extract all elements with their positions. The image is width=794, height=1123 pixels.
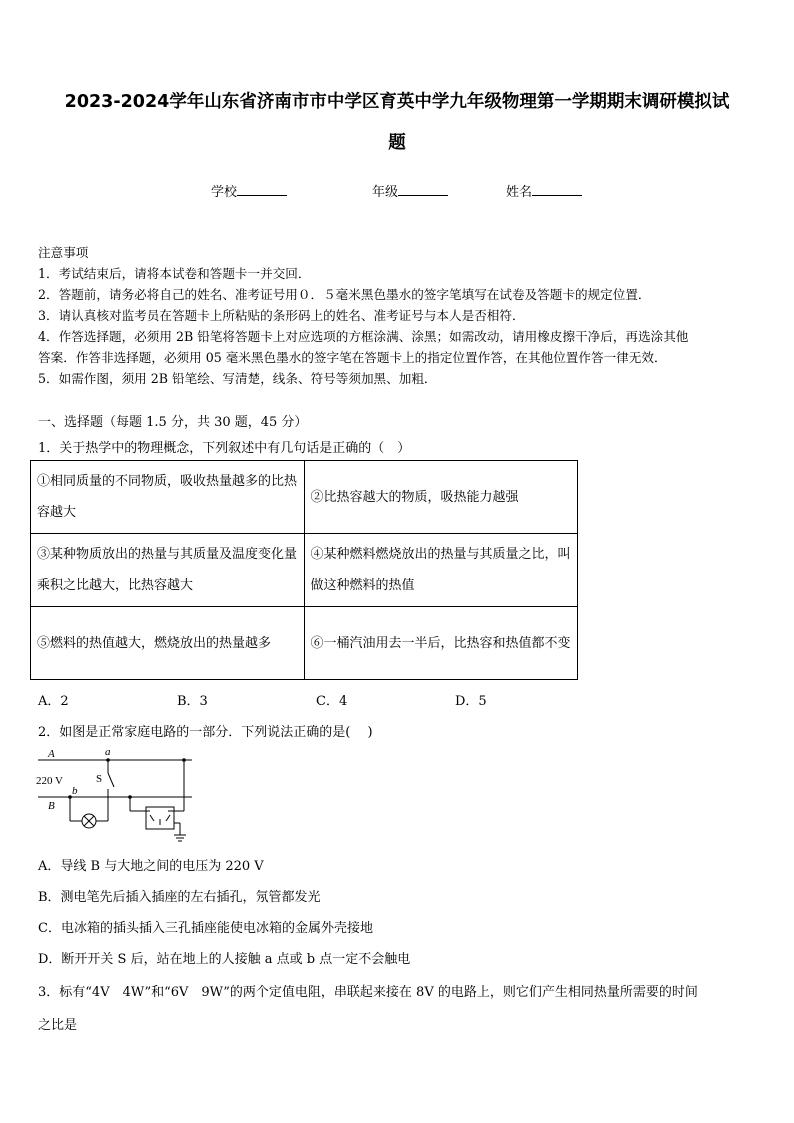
note-item: 4．作答选择题，必须用 2B 铅笔将答题卡上对应选项的方框涂满、涂黑；如需改动，请用橡皮擦干净后，再选涂其他 [38,329,689,344]
q1-statement-table [30,460,578,680]
statement-cell: ②比热容越大的物质，吸热能力越强 [304,461,578,534]
note-item: 5．如需作图，须用 2B 铅笔绘、写清楚，线条、符号等须加黑、加粗． [38,371,437,386]
exam-title-line2: 题 [388,133,406,153]
section-heading: 一、选择题（每题 1.5 分，共 30 题，45 分） [38,415,308,430]
q3-stem-line2: 之比是 [38,1018,78,1033]
choice-a: A．2 [38,694,69,709]
label-switch: S [96,773,103,785]
grade-field [372,181,448,200]
notes-block [38,242,688,389]
q2-option-a: A．导线 B 与大地之间的电压为 220 V [38,859,264,874]
label-b-wire: B [48,800,55,812]
name-label: 姓名 [506,185,533,200]
choice-d: D．5 [455,694,487,709]
grade-blank [398,182,448,196]
q1-choices [38,690,594,709]
q2-option-d: D．断开开关 S 后，站在地上的人接触 a 点或 b 点一定不会触电 [38,952,411,967]
choice-c: C．4 [316,694,348,709]
q2-option-b: B．测电笔先后插入插座的左右插孔，氖管都发光 [38,890,321,905]
statement-cell: ⑤燃料的热值越大，燃烧放出的热量越多 [31,607,305,680]
q1-stem: 1．关于热学中的物理概念，下列叙述中有几句话是正确的（ ） [38,441,411,456]
name-blank [532,182,582,196]
school-label: 学校 [211,185,238,200]
label-voltage: 220 V [36,775,63,787]
q2-option-c: C．电冰箱的插头插入三孔插座能使电冰箱的金属外壳接地 [38,921,373,936]
name-field [506,181,582,200]
note-item: 1．考试结束后，请将本试卷和答题卡一并交回． [38,266,311,281]
exam-title-line1: 2023-2024学年山东省济南市市中学区育英中学九年级物理第一学期期末调研模拟试 [64,92,730,112]
note-item: 答案．作答非选择题，必须用 05 毫米黑色墨水的签字笔在答题卡上的指定位置作答，在其他位置作答一律无效． [38,350,667,365]
school-blank [237,182,287,196]
note-item: 3．请认真核对监考员在答题卡上所粘贴的条形码上的姓名、准考证号与本人是否相符． [38,308,525,323]
q3-stem-line1: 3．标有“4V 4W”和“6V 9W”的两个定值电阻，串联起来接在 8V 的电路上，则它们产生相同热量所需要的时间 [38,985,698,1000]
note-item: 2．答题前，请务必将自己的姓名、准考证号用０．５毫米黑色墨水的签字笔填写在试卷及答题卡的规定位置． [38,287,651,302]
statement-cell: ⑥一桶汽油用去一半后，比热容和热值都不变 [304,607,578,680]
statement-cell: ④某种燃料燃烧放出的热量与其质量之比，叫做这种燃料的热值 [304,534,578,607]
socket-icon [146,807,174,829]
school-field [211,181,287,200]
label-a-wire: A [48,748,55,760]
label-b-point: b [72,785,78,797]
choice-b: B．3 [177,694,208,709]
statement-cell: ①相同质量的不同物质，吸收热量越多的比热容越大 [31,461,305,534]
statement-cell: ③某种物质放出的热量与其质量及温度变化量乘积之比越大，比热容越大 [31,534,305,607]
grade-label: 年级 [372,185,399,200]
circuit-diagram [34,745,204,845]
q2-stem: 2．如图是正常家庭电路的一部分．下列说法正确的是( ) [38,725,373,740]
label-a-point: a [105,746,111,758]
switch-s [108,773,114,787]
notes-heading: 注意事项 [38,245,89,260]
